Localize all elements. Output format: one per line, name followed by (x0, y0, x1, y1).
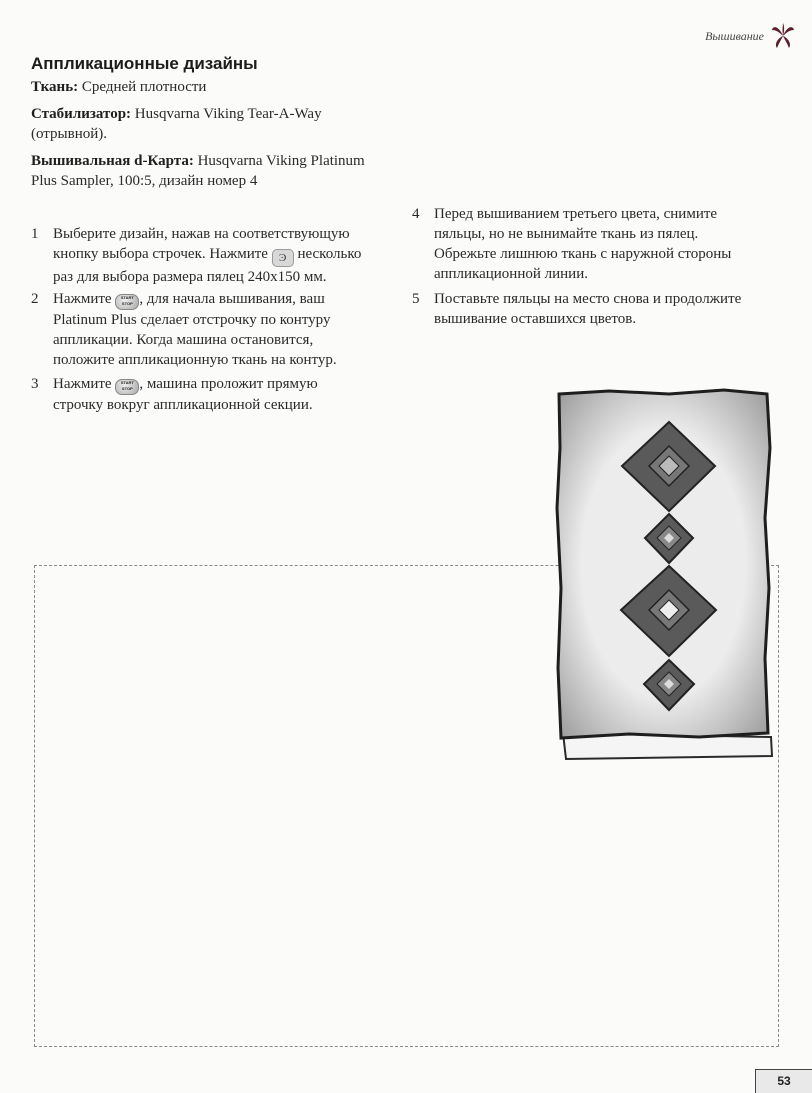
flower-icon (770, 22, 796, 50)
header-section (705, 22, 796, 50)
spec-stabilizer-value2: (отрывной). (31, 126, 107, 142)
step-text (434, 289, 741, 329)
step-line: несколько (297, 246, 362, 262)
section-label: Вышивание (705, 28, 764, 43)
spec-stabilizer-value: Husqvarna Viking Tear-A-Way (131, 106, 322, 122)
step-text (434, 204, 731, 284)
step-line: , машина проложит прямую (139, 376, 318, 392)
step-line: Нажмите (53, 291, 112, 307)
page-number: 53 (755, 1069, 812, 1093)
step-line: , для начала вышивания, ваш (139, 291, 325, 307)
page-title: Аппликационные дизайны (31, 54, 258, 73)
step-line: аппликации. Когда машина остановится, (53, 332, 314, 348)
step-number: 1 (31, 226, 39, 242)
spec-stabilizer (31, 104, 322, 144)
step-line: Поставьте пяльцы на место снова и продолжите (434, 291, 742, 307)
step-line: Platinum Plus сделает отстрочку по контуру (53, 312, 331, 328)
step-text (53, 374, 318, 415)
step-text (53, 224, 361, 287)
step-line: раз для выбора размера пялец 240x150 мм. (53, 269, 327, 285)
step-text (53, 289, 337, 370)
spec-card-value: Husqvarna Viking Platinum (193, 153, 365, 169)
hoop-size-button-icon: Ͽ (272, 249, 294, 267)
spec-fabric-label: Ткань: (31, 79, 79, 95)
applique-card-illustration (549, 388, 781, 763)
step-number: 5 (412, 291, 420, 307)
spec-card (31, 151, 365, 191)
spec-stabilizer-label: Стабилизатор: (31, 106, 132, 122)
step-number: 2 (31, 291, 39, 307)
step-line: вышивание оставшихся цветов. (434, 311, 637, 327)
step-line: строчку вокруг аппликационной секции. (53, 397, 313, 413)
step-line: аппликационной линии. (434, 266, 588, 282)
spec-fabric (31, 77, 206, 97)
step-line: положите аппликационную ткань на контур. (53, 352, 337, 368)
spec-card-label: Вышивальная d-Карта: (31, 153, 194, 169)
step-line: Выберите дизайн, нажав на соответствующую (53, 226, 350, 242)
start-stop-button-icon: START STOP (115, 379, 139, 395)
spec-fabric-value: Средней плотности (78, 79, 207, 95)
step-number: 3 (31, 376, 39, 392)
spec-card-value2: Plus Sampler, 100:5, дизайн номер 4 (31, 173, 258, 189)
step-line: кнопку выбора строчек. Нажмите (53, 246, 268, 262)
step-line: Обрежьте лишнюю ткань с наружной стороны (434, 246, 732, 262)
start-stop-button-icon: START STOP (115, 294, 139, 310)
step-line: Нажмите (53, 376, 112, 392)
step-number: 4 (412, 206, 420, 222)
step-line: Перед вышиванием третьего цвета, снимите (434, 206, 718, 222)
step-line: пяльцы, но не вынимайте ткань из пялец. (434, 226, 699, 242)
